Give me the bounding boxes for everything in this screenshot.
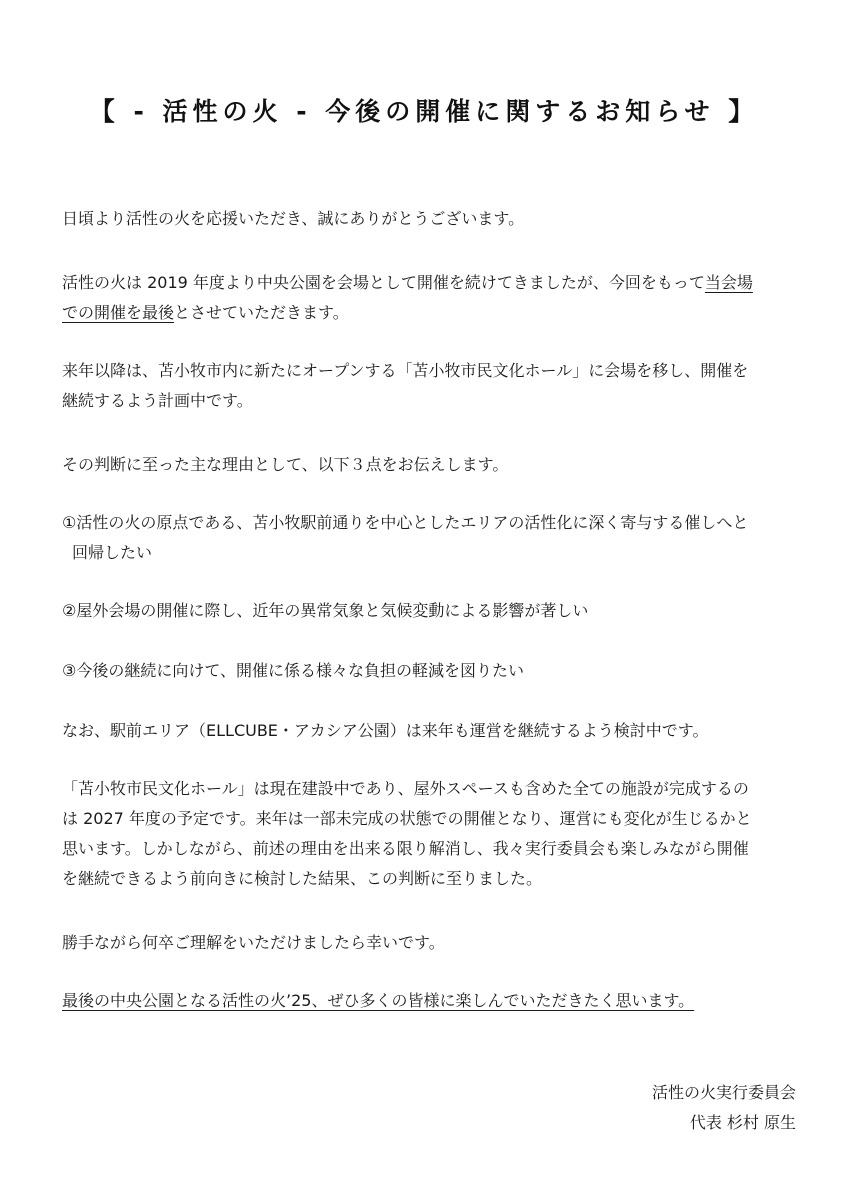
signature-org: 活性の火実行委員会 [651,1083,796,1102]
reason-3 [62,656,802,686]
signature-block [652,1078,796,1138]
next-year-line-2: 継続するよう計画中です。 [62,391,253,410]
reason-2-text: ②屋外会場の開催に際し、近年の異常気象と気候変動による影響が著しい [62,601,589,620]
reasons-intro-text: その判断に至った主な理由として、以下３点をお伝えします。 [62,455,509,474]
hall-status-line-2: は 2027 年度の予定です。来年は一部未完成の状態での開催となり、運営にも変化が生じるかと [62,809,752,828]
reasons-intro-paragraph [62,450,802,480]
signature-representative: 代表 杉村 原生 [689,1113,796,1132]
closing-paragraph [62,986,802,1016]
reason-1 [62,508,802,568]
reason-1-line-1: ①活性の火の原点である、苫小牧駅前通りを中心としたエリアの活性化に深く寄与する催しへと [62,513,749,532]
venue-text-b: とさせていただきます。 [174,303,349,322]
closing-text: 最後の中央公園となる活性の火’25、ぜひ多くの皆様に楽しんでいただきたく思います。 [62,991,695,1010]
hall-status-line-1: 「苫小牧市民文化ホール」は現在建設中であり、屋外スペースも含めた全ての施設が完成するの [62,779,749,798]
greeting-text: 日頃より活性の火を応援いただき、誠にありがとうございます。 [62,209,525,228]
greeting-paragraph [62,204,802,234]
station-area-text: なお、駅前エリア（ELLCUBE・アカシア公園）は来年も運営を継続するよう検討中です。 [62,721,709,740]
reason-1-line-2: 回帰したい [72,543,153,562]
station-area-paragraph [62,716,802,746]
hall-status-line-4: を継続できるよう前向きに検討した結果、この判断に至りました。 [62,869,543,888]
venue-underline-1: 当会場 [704,273,753,292]
reason-2 [62,596,802,626]
venue-text-a: 活性の火は 2019 年度より中央公園を会場として開催を続けてきましたが、今回をもって [62,273,705,292]
reason-3-text: ③今後の継続に向けて、開催に係る様々な負担の軽減を図りたい [62,661,525,680]
understanding-paragraph [62,928,802,958]
next-year-paragraph [62,356,802,416]
venue-change-paragraph [62,268,802,328]
page-title: 【 - 活性の火 - 今後の開催に関するお知らせ 】 [89,97,759,126]
next-year-line-1: 来年以降は、苫小牧市内に新たにオープンする「苫小牧市民文化ホール」に会場を移し、開催を [62,361,749,380]
understanding-text: 勝手ながら何卒ご理解をいただけましたら幸いです。 [62,933,445,952]
hall-status-paragraph [62,774,802,894]
hall-status-line-3: 思います。しかしながら、前述の理由を出来る限り解消し、我々実行委員会も楽しみながら開催 [62,839,749,858]
venue-underline-2: での開催を最後 [62,303,175,322]
